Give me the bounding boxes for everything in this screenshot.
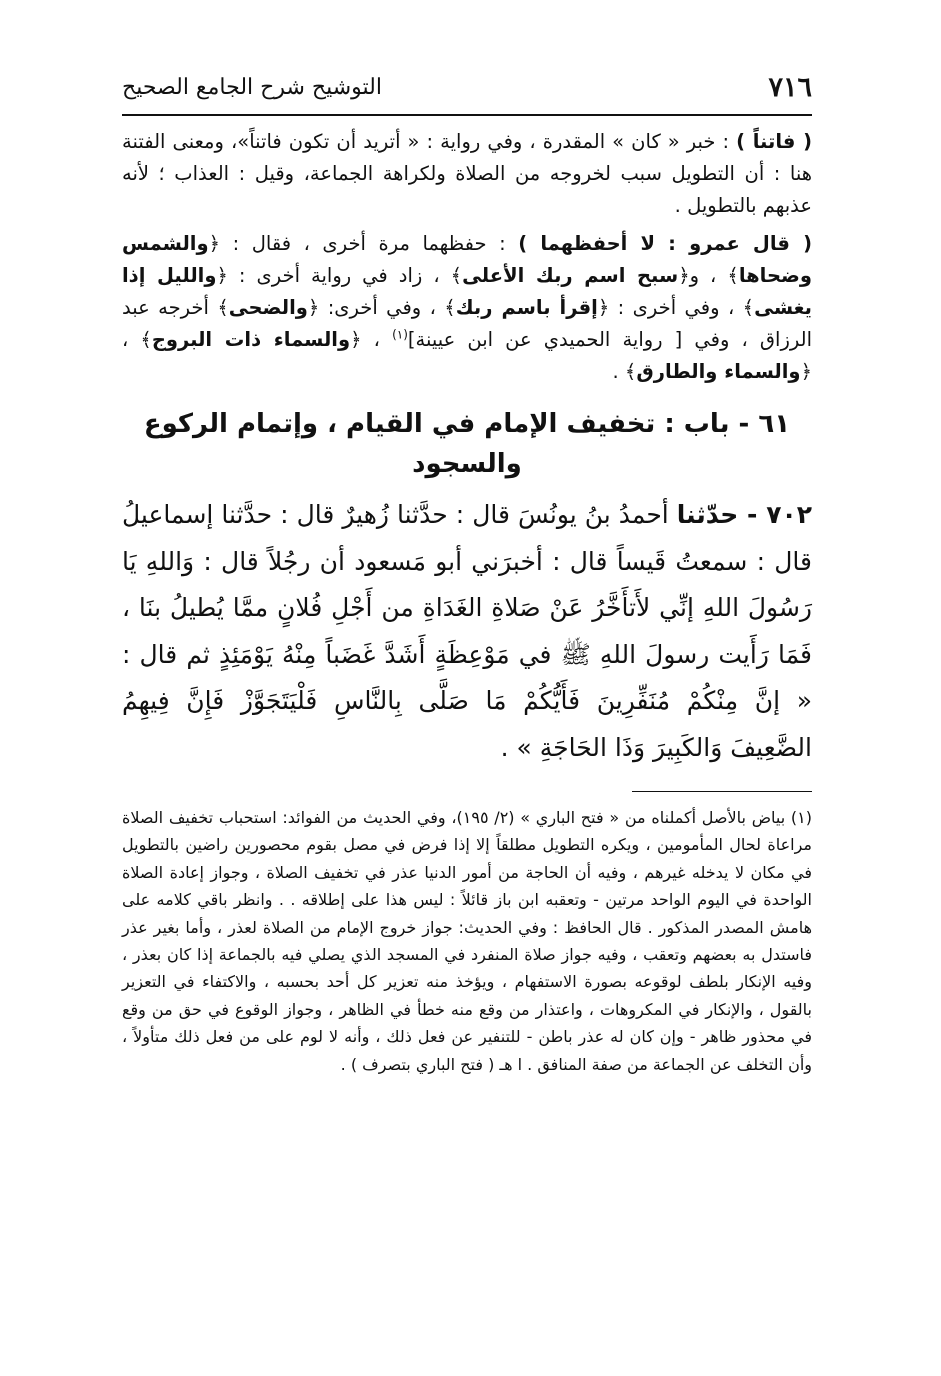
commentary-paragraph-2 xyxy=(122,228,812,388)
commentary-text: ﴾ ، و﴿ xyxy=(678,264,739,287)
chapter-heading: ٦١ - باب : تخفيف الإمام في القيام ، وإتمام الركوع والسجود xyxy=(143,409,791,479)
page-number: ٧١٦ xyxy=(768,72,812,103)
hadith-number: ٧٠٢ - حدّثنا xyxy=(676,500,812,529)
commentary-text: ﴾ ، وفي أخرى: ﴿ xyxy=(307,296,456,319)
surah-name: والليل إذا يغشى xyxy=(122,264,812,319)
commentary-text: ﴾ أخرجه عبد الرزاق ، وفي [ رواية الحميدي عن ابن عيينة] xyxy=(122,296,812,351)
surah-name: والضحى xyxy=(228,296,308,319)
running-title: التوشيح شرح الجامع الصحيح xyxy=(122,75,382,100)
surah-name: والشمس وضحاها xyxy=(122,232,812,287)
header-rule xyxy=(122,114,812,116)
surah-name: إقرأ باسم ربك xyxy=(455,296,598,319)
surah-name: والسماء ذات البروج xyxy=(151,328,351,351)
commentary-text: ﴾ . xyxy=(612,360,637,383)
footnote-marker: (١) xyxy=(392,327,408,342)
page-header xyxy=(122,68,812,108)
book-page xyxy=(122,68,812,1308)
commentary-lemma: ( فاتناً ) xyxy=(736,130,812,153)
hadith-text xyxy=(122,492,812,771)
commentary-lemma: ( قال عمرو : لا أحفظهما ) xyxy=(518,232,812,255)
commentary-text: ﴾ ، وفي أخرى : ﴿ xyxy=(597,296,755,319)
commentary-text: : خبر « كان » المقدرة ، وفي رواية : « أتريد أن تكون فاتناً»، ومعنى الفتنة هنا : أن التطويل سبب لخروجه من الصلاة ولكراهة الجماعة، وقيل : العذاب ؛ لأنه عذبهم بالتطويل . xyxy=(122,130,812,217)
hadith-body: أحمدُ بنُ يونُسَ قال : حدَّثنا زُهيرٌ قال : حدَّثنا إسماعيلُ قال : سمعتُ قَيساً قال : أخبرَني أبو مَسعود أن رجُلاً قال : وَاللهِ يَا رَسُولَ اللهِ إنِّي لأَتأَخَّرُ عَنْ صَلاةِ الغَدَاةِ من أَجْلِ فُلانٍ ممَّا يُطيلُ بنَا ، فَمَا رَأَيت رسولَ اللهِ ﷺ في مَوْعِظَةٍ أَشَدَّ غَضَباً مِنْهُ يَوْمَئِذٍ ثم قال : « إنَّ مِنْكُمْ مُنَفِّرِينَ فَأَيُّكُمْ مَا صَلَّى بِالنَّاسِ فَلْيَتَجَوَّزْ فَإِنَّ فِيهِمُ الضَّعِيفَ وَالكَبِيرَ وَذَا الحَاجَةِ » . xyxy=(122,500,812,762)
footnote-rule xyxy=(632,791,812,792)
footnote: (١) بياض بالأصل أكملناه من « فتح الباري » (٢/ ١٩٥)، وفي الحديث من الفوائد: استحباب تخفيف الصلاة مراعاة لحال المأمومين ، ويكره التطويل مطلقاً إلا إذا فرض في مصل بقوم محصورين راضين بالتطويل في مكان لا يدخله غيرهم ، وفيه أن الحاجة من أمور الدنيا عذر في تخفيف الصلاة ، وجواز إعادة الصلاة الواحدة في اليوم الواحد مرتين - وتعقبه ابن باز قائلاً : ليس هذا على إطلاقه . . وانظر باقي كلامه على هامش المصدر المذكور . قال الحافظ : وفي الحديث: جواز خروج الإمام من الصلاة لعذر ، وأما بغير عذر فاستدل به بعضهم وتعقب ، وفيه جواز صلاة المنفرد في المسجد الذي يصلي فيه بالجماعة إذا كان بعذر ، وفيه الإنكار بلطف لوقوعه بصورة الاستفهام ، ويؤخذ منه تعزير كل أحد بحسبه ، والاكتفاء في التعزير بالقول ، والإنكار في المكروهات ، واعتذار من وقع منه خطأ في الظاهر ، وجواز الوقوع في حق من وقع في محذور ظاهر - وإن كان له عذر باطن - للتنفير عن فعل ذلك ، وأنه لا لوم على من فعل ذلك متأولاً ، وأن التخلف عن الجماعة من صفة المنافق . ا هـ ( فتح الباري بتصرف ) . xyxy=(122,808,813,1074)
commentary-text: ، ﴿ xyxy=(350,328,380,351)
commentary-paragraph-1 xyxy=(122,126,812,222)
commentary-text: ﴾ ، ﴿ xyxy=(122,328,812,383)
surah-name: سبح اسم ربك الأعلى xyxy=(462,264,679,287)
surah-name: والسماء والطارق xyxy=(636,360,801,383)
commentary-text: : حفظهما مرة أخرى ، فقال : ﴿ xyxy=(208,232,506,255)
commentary-text: ﴾ ، زاد في رواية أخرى : ﴿ xyxy=(216,264,463,287)
